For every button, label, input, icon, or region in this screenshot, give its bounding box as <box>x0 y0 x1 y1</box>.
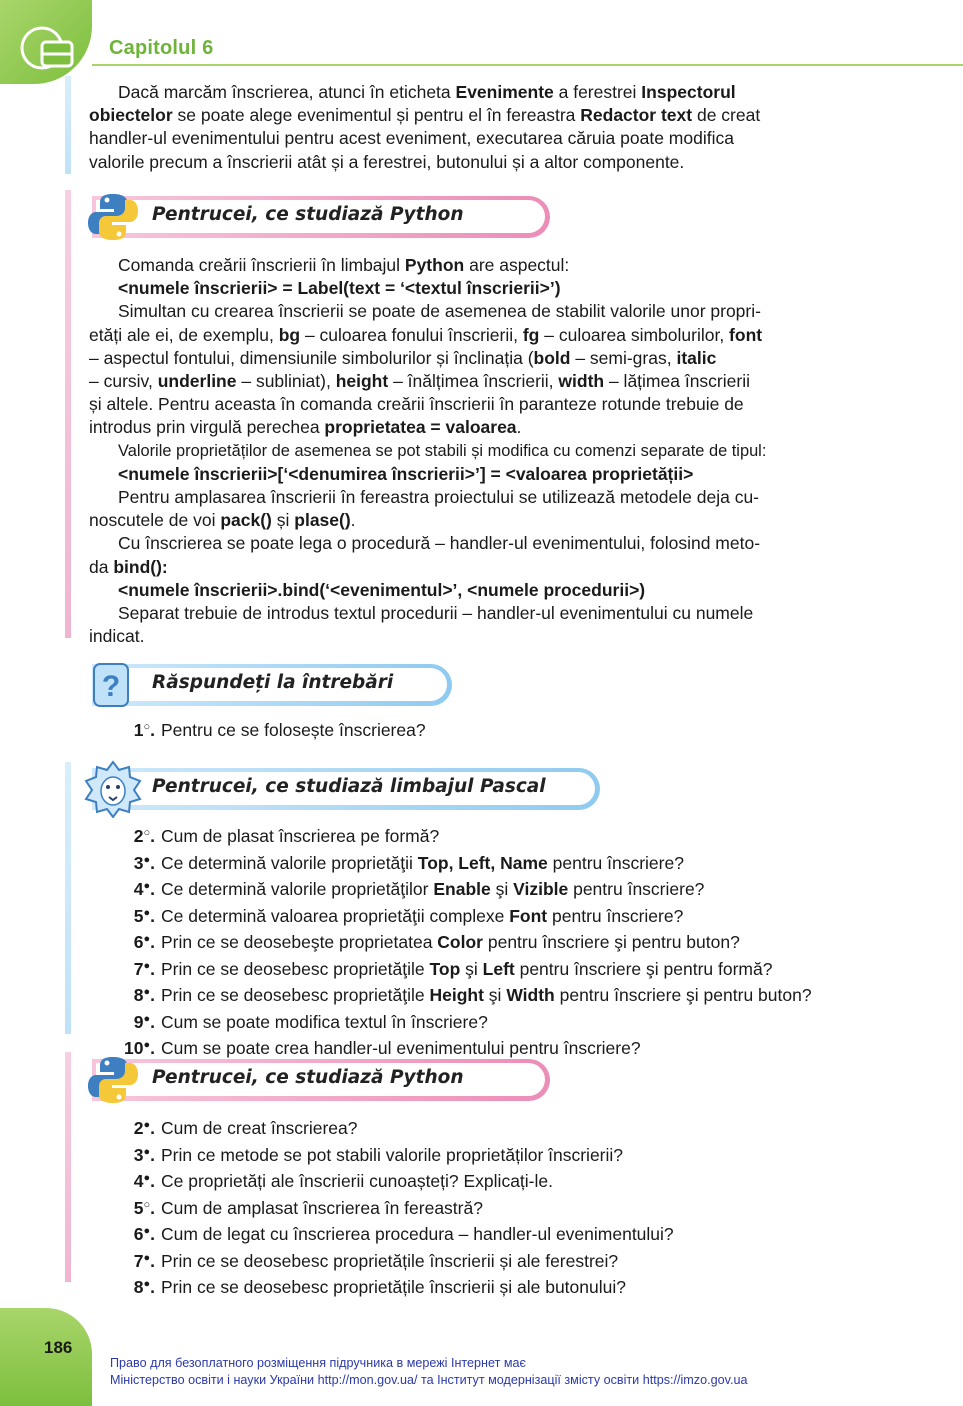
footer-line-2: Міністерство освіти і науки України http://mon.gov.ua/ та Інститут модернізації змісту освіти https://imzo.gov.ua <box>110 1373 748 1387</box>
python-banner <box>92 196 550 238</box>
difficulty-mark-icon: ○ <box>143 827 151 839</box>
text-run: se poate alege evenimentul și pentru el în fereastra <box>172 105 581 126</box>
bold-text: Font <box>509 905 548 926</box>
python-questions-title: Pentrucei, ce studiază Python <box>152 1067 464 1088</box>
question-item <box>105 1167 895 1194</box>
question-text <box>155 1118 357 1138</box>
question-text <box>155 959 772 979</box>
text-run: – cursiv, <box>89 371 158 392</box>
question-number: 1○. <box>133 720 155 740</box>
text-line <box>89 486 885 509</box>
question-item <box>105 822 895 849</box>
text-run: pentru înscriere? <box>568 879 705 899</box>
difficulty-mark-icon: ● <box>143 986 151 998</box>
pascal-questions-list <box>105 822 895 1061</box>
question-number-value: 5 <box>133 1197 144 1218</box>
text-run: Cum de amplasat înscrierea în fereastră? <box>161 1197 483 1218</box>
question-item <box>105 1220 895 1247</box>
difficulty-mark-icon: ● <box>143 959 151 972</box>
python-questions-banner <box>92 1059 550 1101</box>
bold-text: bold <box>533 347 571 368</box>
question-item <box>105 1273 895 1300</box>
question-number-value: 10 <box>124 1038 144 1058</box>
bold-text: <numele înscrierii>[‘<denumirea înscrierii>’] = <valoarea proprietății> <box>118 463 694 484</box>
question-item <box>105 1034 895 1061</box>
question-number-value: 2 <box>133 826 144 846</box>
text-line <box>89 602 885 625</box>
question-text <box>155 1145 623 1165</box>
question-number: 7●. <box>133 958 155 979</box>
text-line <box>89 104 885 127</box>
question-text <box>155 932 740 952</box>
question-number: 5●. <box>133 905 155 926</box>
difficulty-mark-icon: ● <box>143 1225 151 1237</box>
bold-text: plase() <box>294 510 351 531</box>
text-run: Separat trebuie de introdus textul procedurii – handler-ul evenimentului cu numele <box>118 603 754 624</box>
question-number: 4●. <box>133 1171 155 1191</box>
text-run: Simultan cu crearea înscrierii se poate de asemenea de stabilit valorile unor propri- <box>118 301 761 322</box>
question-item <box>105 1008 895 1035</box>
text-line <box>89 509 885 532</box>
text-line <box>89 324 885 347</box>
text-run: Comanda creării înscrierii în limbajul <box>118 255 405 275</box>
question-item <box>105 902 895 929</box>
text-run: handler-ul evenimentului pentru acest eveniment, executarea căruia poate modifica <box>89 128 734 149</box>
question-icon <box>90 660 136 710</box>
text-run: Dacă marcăm înscrierea, atunci în eticheta <box>118 82 456 102</box>
text-run: Cum de plasat înscrierea pe formă? <box>161 826 440 846</box>
question-number-value: 7 <box>133 1250 144 1271</box>
question-number: 3●. <box>133 1144 155 1165</box>
text-line <box>89 81 885 104</box>
question-number: 5○. <box>133 1197 155 1218</box>
text-run: – culoarea fonului înscrierii, <box>300 324 523 345</box>
bold-text: fg <box>522 324 540 345</box>
difficulty-mark-icon: ● <box>143 853 151 866</box>
python-questions-list <box>105 1114 895 1300</box>
text-run: – lățimea înscrierii <box>604 371 750 392</box>
question-number-value: 7 <box>133 958 144 979</box>
question-number-value: 4 <box>133 879 144 899</box>
page-number: 186 <box>44 1338 73 1357</box>
bold-text: Enable <box>433 879 491 899</box>
bold-text: Redactor text <box>580 105 693 126</box>
question-number: 2○. <box>133 826 155 846</box>
question-text <box>155 720 426 740</box>
intro-sidebar <box>65 76 71 174</box>
question-item <box>105 955 895 982</box>
svg-text:?: ? <box>101 670 121 703</box>
text-line <box>89 347 885 370</box>
question-text <box>155 1171 553 1191</box>
question-item <box>105 981 895 1008</box>
question-text <box>155 1038 641 1058</box>
bold-text: <numele înscrierii>.bind(‘<evenimentul>’, <numele procedurii>) <box>118 579 646 600</box>
difficulty-mark-icon: ● <box>143 1172 151 1184</box>
question-number: 3●. <box>133 852 155 873</box>
chapter-rule <box>92 64 963 66</box>
text-run: . <box>350 510 356 531</box>
question-item <box>105 1194 895 1221</box>
difficulty-mark-icon: ● <box>143 1251 151 1264</box>
bold-text: proprietatea = valoarea <box>324 417 517 438</box>
text-run: Cu înscrierea se poate lega o procedură – handler-ul evenimentului, folosind meto- <box>118 533 761 554</box>
question-number: 8●. <box>133 985 155 1005</box>
text-run: Pentru amplasarea înscrierii în fereastra proiectului se utilizează metodele deja cu- <box>118 487 760 508</box>
text-line <box>89 579 885 602</box>
question-number: 8●. <box>133 1277 155 1297</box>
bold-text: underline <box>157 371 237 392</box>
chapter-icon <box>18 24 78 76</box>
bold-text: height <box>335 371 389 392</box>
question-number: 2●. <box>133 1118 155 1138</box>
text-line <box>89 254 885 277</box>
bold-text: Vizible <box>513 879 569 899</box>
question-number: 6●. <box>133 1224 155 1244</box>
text-run: şi <box>490 879 514 899</box>
bold-text: width <box>558 371 605 392</box>
text-run: pentru înscriere şi pentru formă? <box>514 958 773 979</box>
chapter-corner-tab <box>0 0 92 84</box>
question-item <box>105 1114 895 1141</box>
chapter-title: Capitolul 6 <box>109 37 214 59</box>
question-number-value: 3 <box>133 1144 144 1165</box>
difficulty-mark-icon: ○ <box>143 721 151 733</box>
question-text <box>155 826 439 846</box>
text-line <box>89 416 885 439</box>
question-number: 10●. <box>124 1038 155 1058</box>
text-line <box>89 532 885 555</box>
question-number: 6●. <box>133 932 155 952</box>
question-item <box>105 849 895 876</box>
python-section-text <box>89 254 885 648</box>
question-number-value: 9 <box>133 1011 144 1032</box>
text-run: – subliniat), <box>236 371 336 392</box>
text-run: – semi-gras, <box>570 347 677 368</box>
question-item <box>105 716 895 743</box>
pascal-lion-icon <box>84 760 142 818</box>
questions-list <box>105 716 895 743</box>
question-number-value: 1 <box>133 720 144 740</box>
question-item <box>105 875 895 902</box>
bold-text: Height <box>429 985 484 1005</box>
text-run: și altele. Pentru aceasta în comanda creării înscrierii în paranteze rotunde trebuie de <box>89 394 744 415</box>
question-text <box>155 1198 483 1218</box>
text-run: Prin ce se deosebesc proprietăţile <box>161 958 430 979</box>
text-run: Ce proprietăți ale înscrierii cunoașteți? Explicați-le. <box>161 1171 553 1191</box>
question-number-value: 3 <box>133 852 144 873</box>
text-run: Ce determină valorile proprietăţii <box>161 852 418 873</box>
difficulty-mark-icon: ● <box>143 1278 151 1290</box>
question-number-value: 4 <box>133 1171 144 1191</box>
bold-text: Left <box>482 958 515 979</box>
bold-text: <numele înscrierii> = Label(text = ‘<textul înscrierii>’) <box>118 278 561 299</box>
text-run: și <box>271 510 295 531</box>
python-section-title: Pentrucei, ce studiază Python <box>152 204 464 225</box>
bold-text: Top, Left, Name <box>417 852 548 873</box>
text-line <box>89 440 885 463</box>
question-text <box>155 906 683 926</box>
pascal-banner <box>92 768 600 810</box>
question-number-value: 2 <box>133 1118 144 1138</box>
bold-text: Top <box>429 958 461 979</box>
text-run: Prin ce se deosebeşte proprietatea <box>161 932 438 952</box>
text-run: are aspectul: <box>464 255 570 275</box>
footer-line-1: Право для безоплатного розміщення підручника в мережі Інтернет має <box>110 1356 526 1370</box>
text-run: Cum se poate modifica textul în înscriere? <box>161 1011 488 1032</box>
text-line <box>89 556 885 579</box>
python-sidebar <box>65 190 71 638</box>
difficulty-mark-icon: ● <box>143 1119 151 1131</box>
text-run: Valorile proprietăților de asemenea se pot stabili și modifica cu comenzi separate de tipul: <box>118 441 767 460</box>
question-number-value: 8 <box>133 985 144 1005</box>
text-run: noscutele de voi <box>89 510 221 531</box>
question-number-value: 8 <box>133 1277 144 1297</box>
question-item <box>105 928 895 955</box>
question-number-value: 6 <box>133 932 144 952</box>
difficulty-mark-icon: ● <box>143 1012 151 1025</box>
text-run: Prin ce se deosebesc proprietățile înscrierii și ale ferestrei? <box>161 1250 619 1271</box>
difficulty-mark-icon: ● <box>143 1145 151 1158</box>
question-item <box>105 1247 895 1274</box>
question-number: 4●. <box>133 879 155 899</box>
python-logo-icon <box>86 190 140 244</box>
python-logo-icon <box>86 1053 140 1107</box>
question-number: 7●. <box>133 1250 155 1271</box>
text-run: – aspectul fontului, dimensiunile simbolurilor și înclinația ( <box>89 347 534 368</box>
text-run: introdus prin virgulă perechea <box>89 417 325 438</box>
text-run: pentru înscriere? <box>547 852 684 873</box>
text-run: Cum de creat înscrierea? <box>161 1118 358 1138</box>
question-text <box>155 1277 626 1297</box>
questions-section-title: Răspundeți la întrebări <box>152 672 394 693</box>
text-run: pentru înscriere şi pentru buton? <box>483 932 740 952</box>
python-questions-sidebar <box>65 1052 71 1282</box>
text-line <box>89 300 885 323</box>
bold-text: Inspectorul <box>641 82 736 102</box>
footer-notice <box>110 1355 747 1389</box>
difficulty-mark-icon: ● <box>143 1039 151 1051</box>
text-run: – înălțimea înscrierii, <box>388 371 559 392</box>
text-line <box>89 463 885 486</box>
question-text <box>155 985 812 1005</box>
bold-text: Evenimente <box>455 82 554 102</box>
text-run: Cum se poate crea handler-ul evenimentului pentru înscriere? <box>161 1038 641 1058</box>
bold-text: bg <box>278 324 301 345</box>
text-run: Ce determină valoarea proprietăţii complexe <box>161 905 510 926</box>
text-run: indicat. <box>89 626 145 647</box>
text-run: Prin ce metode se pot stabili valorile proprietăților înscrierii? <box>161 1144 624 1165</box>
text-run: şi <box>483 985 507 1005</box>
question-text <box>155 879 704 899</box>
bold-text: obiectelor <box>89 105 173 126</box>
text-run: . <box>516 417 522 438</box>
bold-text: font <box>729 324 763 345</box>
bold-text: Color <box>437 932 483 952</box>
question-text <box>155 853 684 873</box>
questions-banner <box>92 664 452 706</box>
text-run: Cum de legat cu înscrierea procedura – handler-ul evenimentului? <box>161 1224 674 1244</box>
pascal-section-title: Pentrucei, ce studiază limbajul Pascal <box>152 776 546 797</box>
intro-paragraph <box>89 81 885 174</box>
text-run: Ce determină valorile proprietăţilor <box>161 879 434 899</box>
text-run: pentru înscriere? <box>547 905 684 926</box>
difficulty-mark-icon: ● <box>143 933 151 945</box>
text-run: da <box>89 556 114 577</box>
text-run: Prin ce se deosebesc proprietățile înscrierii și ale butonului? <box>161 1277 626 1297</box>
text-line <box>89 393 885 416</box>
text-line <box>89 277 885 300</box>
text-run: – culoarea simbolurilor, <box>539 324 730 345</box>
text-line <box>89 127 885 150</box>
question-text <box>155 1224 674 1244</box>
text-run: etăți ale ei, de exemplu, <box>89 324 279 345</box>
bold-text: Python <box>404 255 465 275</box>
text-run: a ferestrei <box>553 82 642 102</box>
text-line <box>89 370 885 393</box>
text-run: Prin ce se deosebesc proprietăţile <box>161 985 430 1005</box>
question-number: 9●. <box>133 1011 155 1032</box>
bold-text: italic <box>676 347 717 368</box>
bold-text: pack() <box>220 510 272 531</box>
question-text <box>155 1012 488 1032</box>
question-number-value: 6 <box>133 1224 144 1244</box>
text-run: valorile precum a înscrierii atât și a ferestrei, butonului și a altor componente. <box>89 151 685 172</box>
text-run: de creat <box>692 105 761 126</box>
difficulty-mark-icon: ● <box>143 880 151 892</box>
text-line <box>89 625 885 648</box>
bold-text: Width <box>506 985 555 1005</box>
text-run: Pentru ce se folosește înscrierea? <box>161 720 426 740</box>
text-line <box>89 151 885 174</box>
question-text <box>155 1251 618 1271</box>
text-run: pentru înscriere şi pentru buton? <box>554 985 812 1005</box>
question-number-value: 5 <box>133 905 144 926</box>
difficulty-mark-icon: ● <box>143 906 151 919</box>
text-run: şi <box>460 958 483 979</box>
pascal-sidebar <box>65 762 71 1034</box>
bold-text: bind(): <box>113 556 168 577</box>
question-item <box>105 1141 895 1168</box>
difficulty-mark-icon: ○ <box>143 1198 151 1211</box>
